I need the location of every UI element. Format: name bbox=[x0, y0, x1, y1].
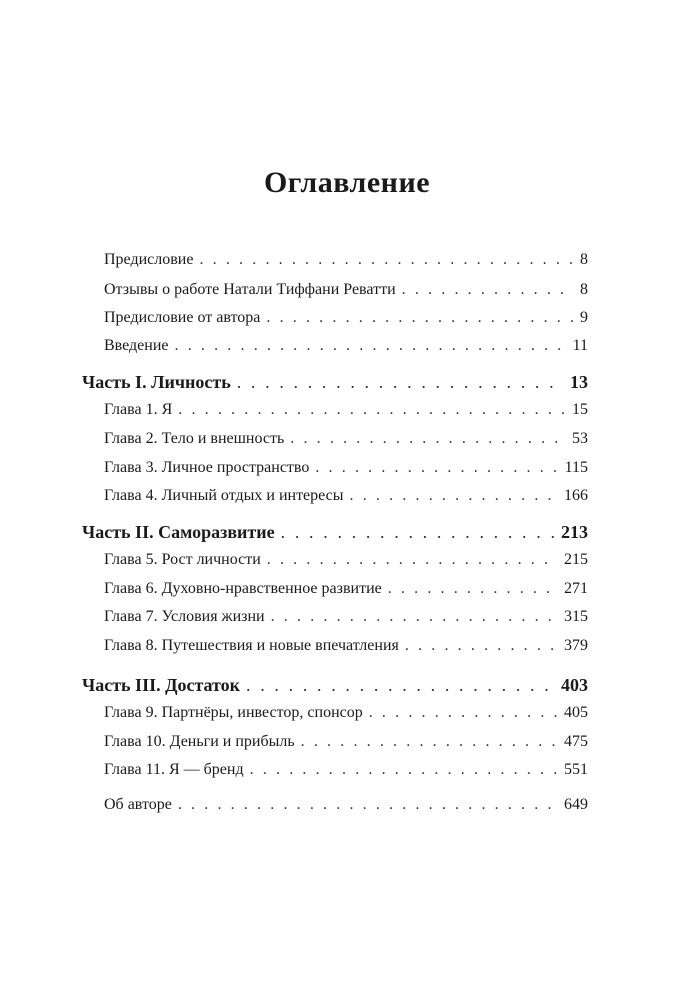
toc-entry-page: 11 bbox=[572, 337, 588, 354]
toc-entry[interactable] bbox=[104, 609, 588, 625]
page-title: Оглавление bbox=[263, 166, 431, 199]
toc-entry-label: Об авторе bbox=[104, 796, 172, 813]
toc-part-label: Часть III. Достаток bbox=[82, 675, 241, 695]
toc-entry-page: 15 bbox=[572, 401, 588, 418]
dot-leader bbox=[267, 552, 558, 568]
toc-entry-label: Глава 8. Путешествия и новые впечатления bbox=[104, 637, 399, 654]
toc-part-label: Часть II. Саморазвитие bbox=[82, 522, 275, 542]
dot-leader bbox=[350, 488, 558, 504]
dot-leader bbox=[199, 252, 574, 268]
toc-part-label: Часть I. Личность bbox=[82, 372, 231, 392]
toc-entry[interactable] bbox=[104, 310, 588, 326]
toc-entry-page: 475 bbox=[564, 733, 588, 750]
toc-part-page: 213 bbox=[561, 522, 588, 542]
toc-entry-label: Предисловие от автора bbox=[104, 309, 261, 326]
toc-entry-page: 649 bbox=[564, 796, 588, 813]
toc-entry[interactable] bbox=[104, 552, 588, 568]
toc-entry-label: Введение bbox=[104, 337, 169, 354]
toc-entry[interactable] bbox=[104, 797, 588, 813]
toc-entry-label: Глава 6. Духовно-нравственное развитие bbox=[104, 580, 382, 597]
toc-entry-page: 315 bbox=[564, 608, 588, 625]
toc-entry-label: Глава 3. Личное пространство bbox=[104, 459, 310, 476]
toc-entry[interactable] bbox=[104, 282, 588, 298]
toc-entry[interactable] bbox=[104, 460, 588, 476]
toc-entry[interactable] bbox=[104, 252, 588, 268]
toc-entry-page: 8 bbox=[580, 251, 588, 268]
toc-entry-page: 53 bbox=[572, 430, 588, 447]
toc-entry-label: Глава 9. Партнёры, инвестор, спонсор bbox=[104, 704, 363, 721]
toc-part-entry[interactable] bbox=[82, 523, 588, 541]
toc-entry-page: 551 bbox=[564, 761, 588, 778]
toc-entry[interactable] bbox=[104, 431, 588, 447]
toc-entry-page: 166 bbox=[564, 487, 588, 504]
toc-entry-page: 271 bbox=[564, 580, 588, 597]
toc-entry[interactable] bbox=[104, 402, 588, 418]
toc-entry[interactable] bbox=[104, 705, 588, 721]
toc-entry-page: 215 bbox=[564, 551, 588, 568]
toc-entry-label: Глава 1. Я bbox=[104, 401, 173, 418]
toc-entry[interactable] bbox=[104, 762, 588, 778]
toc-entry[interactable] bbox=[104, 488, 588, 504]
toc-entry-page: 8 bbox=[580, 281, 588, 298]
toc-entry-label: Предисловие bbox=[104, 251, 194, 268]
toc-entry-page: 9 bbox=[580, 309, 588, 326]
toc-entry[interactable] bbox=[104, 638, 588, 654]
toc-part-entry[interactable] bbox=[82, 373, 588, 391]
dot-leader bbox=[246, 676, 555, 694]
toc-part-page: 403 bbox=[561, 675, 588, 695]
dot-leader bbox=[178, 402, 566, 418]
dot-leader bbox=[405, 638, 558, 654]
toc-entry-page: 115 bbox=[564, 459, 588, 476]
dot-leader bbox=[281, 523, 555, 541]
toc-entry-label: Глава 11. Я — бренд bbox=[104, 761, 244, 778]
dot-leader bbox=[237, 373, 564, 391]
dot-leader bbox=[271, 609, 558, 625]
toc-part-page: 13 bbox=[570, 372, 588, 392]
dot-leader bbox=[175, 338, 567, 354]
dot-leader bbox=[369, 705, 558, 721]
toc-entry-label: Глава 7. Условия жизни bbox=[104, 608, 265, 625]
dot-leader bbox=[301, 734, 558, 750]
dot-leader bbox=[315, 460, 558, 476]
toc-entry[interactable] bbox=[104, 581, 588, 597]
dot-leader bbox=[290, 431, 566, 447]
dot-leader bbox=[388, 581, 558, 597]
toc-entry-label: Отзывы о работе Натали Тиффани Реватти bbox=[104, 281, 396, 298]
toc-entry-label: Глава 10. Деньги и прибыль bbox=[104, 733, 295, 750]
dot-leader bbox=[250, 762, 558, 778]
toc-entry-label: Глава 2. Тело и внешность bbox=[104, 430, 285, 447]
toc-entry-label: Глава 4. Личный отдых и интересы bbox=[104, 487, 344, 504]
toc-entry-page: 379 bbox=[564, 637, 588, 654]
toc-entry-page: 405 bbox=[564, 704, 588, 721]
dot-leader bbox=[266, 310, 574, 326]
dot-leader bbox=[178, 797, 558, 813]
toc-part-entry[interactable] bbox=[82, 676, 588, 694]
dot-leader bbox=[402, 282, 574, 298]
toc-entry[interactable] bbox=[104, 734, 588, 750]
toc-entry[interactable] bbox=[104, 338, 588, 354]
toc-entry-label: Глава 5. Рост личности bbox=[104, 551, 261, 568]
